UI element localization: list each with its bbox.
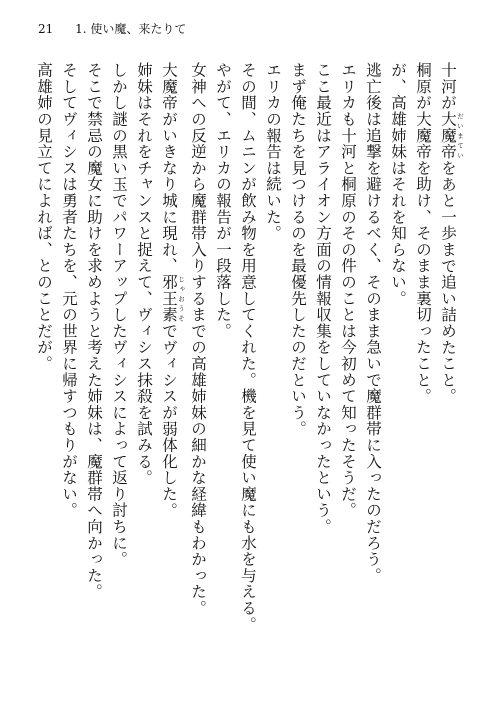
- text-segment: 姉妹はそれをチャンスと捉えて、ヴィシス抹殺を試みる。: [135, 62, 153, 486]
- text-line: [56, 62, 81, 682]
- text-line: [185, 62, 210, 682]
- text-segment: まず俺たちを見つけるのを最優先したのだという。: [289, 62, 307, 437]
- text-line: [335, 62, 360, 682]
- text-line: [31, 62, 56, 682]
- text-segment: でヴィシスが弱体化した。: [160, 322, 178, 519]
- text-segment: 女神への反逆から魔群帯入りするまでの高雄姉妹の細かな経緯もわかった。: [189, 62, 207, 617]
- ruby-annotated-word: [160, 273, 185, 323]
- text-segment: 逃亡後は追撃を避けるべく、そのまま急いで魔群帯に入ったのだろう。: [364, 62, 382, 584]
- text-line: [310, 62, 335, 682]
- ruby-reading: だいまてい: [456, 110, 464, 160]
- text-line: [106, 62, 131, 682]
- ruby-reading: じゃおうそ: [177, 273, 185, 323]
- ruby-base: 大魔帝: [439, 110, 457, 160]
- ruby-base: 邪王素: [160, 273, 178, 323]
- text-segment: 桐原が大魔帝を助け、そのまま裏切ったこと。: [414, 62, 432, 405]
- text-line: [81, 62, 106, 682]
- text-line: [435, 62, 464, 682]
- text-segment: が、高雄姉妹はそれを知らない。: [389, 62, 407, 307]
- chapter-title: 1. 使い魔、来たりて: [75, 22, 187, 36]
- text-line: [131, 62, 156, 682]
- text-line: [260, 62, 285, 682]
- text-segment: ここ最近はアライオン方面の情報収集をしていなかったという。: [314, 62, 332, 535]
- body-text: [31, 62, 464, 682]
- text-segment: そしてヴィシスは勇者たちを、元の世界に帰すつもりがない。: [60, 62, 78, 519]
- text-segment: 大魔帝がいきなり城に現れ、: [160, 62, 178, 274]
- text-line: [285, 62, 310, 682]
- text-segment: エリカも十河と桐原のその件のことは今初めて知ったそうだ。: [339, 62, 357, 519]
- text-line: [385, 62, 410, 682]
- text-line: [410, 62, 435, 682]
- text-segment: をあと一歩まで追い詰めたこと。: [439, 159, 457, 405]
- page-number: 21: [38, 22, 54, 36]
- text-segment: 十河が: [439, 62, 457, 111]
- text-line: [235, 62, 260, 682]
- text-line: [156, 62, 185, 682]
- ruby-annotated-word: [439, 110, 464, 160]
- text-segment: その間、ムニンが飲み物を用意してくれた。機を見て使い魔にも水を与える。: [239, 62, 257, 633]
- text-segment: エリカの報告は続いた。: [264, 62, 282, 242]
- page-header: [38, 20, 186, 37]
- text-line: [360, 62, 385, 682]
- text-line: [210, 62, 235, 682]
- text-segment: そこで禁忌の魔女に助けを求めようと考えた姉妹は、魔群帯へ向かった。: [85, 62, 103, 600]
- text-segment: しかし謎の黒い玉でパワーアップしたヴィシスによって返り討ちに。: [110, 62, 128, 568]
- text-segment: 高雄姉の見立てによれば、とのことだが。: [35, 62, 53, 372]
- text-segment: やがて、エリカの報告が一段落した。: [214, 62, 232, 340]
